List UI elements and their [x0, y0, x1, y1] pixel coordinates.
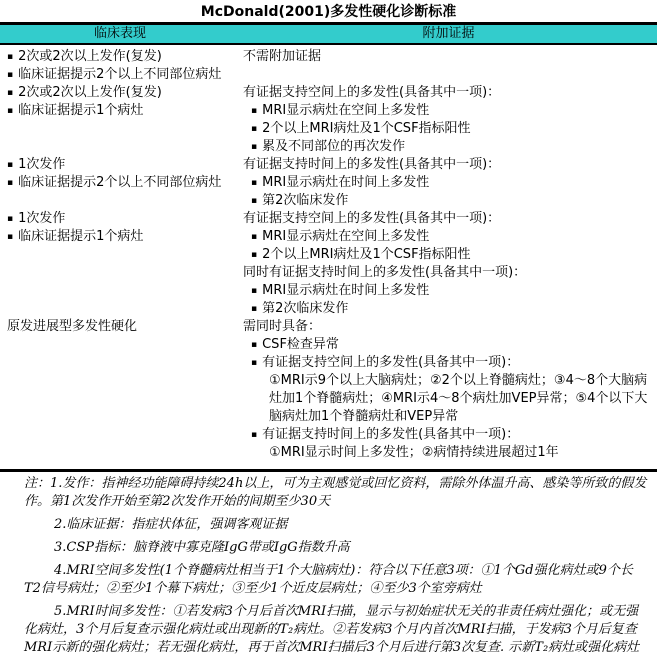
evidence-item: [243, 318, 653, 336]
table-row: [0, 156, 657, 210]
bullet-icon: ▪: [7, 160, 14, 170]
evidence-cell: [240, 48, 657, 84]
bullet-icon: ▪: [7, 178, 14, 188]
column-header-evidence: 附加证据: [422, 26, 475, 41]
bullet-icon: ▪: [251, 340, 258, 350]
clinical-item: [7, 48, 240, 66]
table-body: [0, 45, 657, 466]
evidence-item-text: MRI显示病灶在空间上多发性: [262, 229, 430, 244]
evidence-item-text: 累及不同部位的再次发作: [262, 139, 406, 154]
note-item: 注：1.发作：指神经功能障碍持续24h以上，可为主观感觉或回忆资料，需除外体温升高、感染等所致的假发作。第1次发作开始至第2次发作开始的间期至少30天: [24, 476, 647, 509]
evidence-sublist: [243, 372, 653, 426]
clinical-item-text: 1次发作: [18, 157, 66, 172]
clinical-item-text: 1次发作: [18, 211, 66, 226]
evidence-item-text: 有证据支持空间上的多发性(具备其中一项)：: [243, 85, 501, 100]
bullet-icon: ▪: [7, 52, 14, 62]
clinical-item-text: 2次或2次以上发作(复发): [18, 49, 162, 64]
clinical-item-text: 临床证据提示2个以上不同部位病灶: [18, 175, 222, 190]
bullet-icon: ▪: [251, 304, 258, 314]
evidence-item: [243, 246, 653, 264]
evidence-item-text: ①MRI示9个以上大脑病灶；②2个以上脊髓病灶；③4～8个大脑病灶加1个脊髓病灶；④MRI示4～8个病灶加VEP异常；⑤4个以下大脑病灶加1个脊髓病灶和VEP异常: [269, 373, 648, 424]
clinical-item: [7, 228, 240, 246]
bullet-icon: ▪: [251, 106, 258, 116]
document-title: McDonald(2001)多发性硬化诊断标准: [200, 4, 457, 20]
evidence-item: [243, 210, 653, 228]
evidence-item-text: 有证据支持时间上的多发性(具备其中一项)：: [262, 427, 520, 442]
evidence-item-text: 第2次临床发作: [262, 301, 349, 316]
bullet-icon: ▪: [7, 70, 14, 80]
evidence-item-text: 需同时具备：: [243, 319, 322, 334]
evidence-cell: [240, 210, 657, 318]
table-header-row: [0, 22, 657, 45]
evidence-item: [243, 102, 653, 120]
table-row: [0, 84, 657, 156]
evidence-item: [243, 264, 653, 282]
bullet-icon: ▪: [251, 286, 258, 296]
clinical-item: [7, 210, 240, 228]
note-item: 4.MRI空间多发性(1个脊髓病灶相当于1个大脑病灶)：符合以下任意3项：①1个Gd强化病灶或9个长T2信号病灶；②至少1个幕下病灶；③至少1个近皮层病灶；④至少3个室旁病灶: [24, 563, 633, 596]
evidence-item: [243, 84, 653, 102]
bullet-icon: ▪: [251, 232, 258, 242]
clinical-cell: [0, 156, 240, 210]
clinical-item-text: 临床证据提示1个病灶: [18, 103, 144, 118]
clinical-item-text: 原发进展型多发性硬化: [7, 319, 138, 334]
evidence-item: [243, 192, 653, 210]
clinical-item: [7, 84, 240, 102]
evidence-item-text: CSF检查异常: [262, 337, 339, 352]
column-header-clinical: 临床表现: [93, 26, 146, 41]
evidence-item: [243, 336, 653, 354]
evidence-item-text: ①MRI显示时间上多发性；②病情持续进展超过1年: [269, 445, 559, 460]
note-item: 5.MRI时间多发性：①若发病3个月后首次MRI扫描，显示与初始症状无关的非责任病灶强化；或无强化病灶，3个月后复查示强化病灶或出现新的T₂病灶。②若发病3个月内首次MRI扫描，于发病3个月后复查MRI示新的强化病灶；若无强化病灶，再于首次MRI扫描后3个月后进行第3次复查. 示新T₂病灶或强化病灶: [24, 604, 640, 655]
evidence-item: [243, 354, 653, 372]
bullet-icon: ▪: [251, 196, 258, 206]
clinical-item: [7, 318, 240, 336]
evidence-item-text: 不需附加证据: [243, 49, 322, 64]
clinical-item: [7, 156, 240, 174]
bullet-icon: ▪: [7, 214, 14, 224]
table-row: [0, 48, 657, 84]
clinical-cell: [0, 210, 240, 318]
evidence-cell: [240, 156, 657, 210]
bullet-icon: ▪: [251, 250, 258, 260]
clinical-item: [7, 102, 240, 120]
evidence-cell: [240, 318, 657, 462]
evidence-item: [243, 282, 653, 300]
evidence-item-text: MRI显示病灶在空间上多发性: [262, 103, 430, 118]
clinical-cell: [0, 84, 240, 156]
evidence-item: [243, 138, 653, 156]
evidence-item: [243, 120, 653, 138]
evidence-item-text: 2个以上MRI病灶及1个CSF指标阳性: [262, 247, 471, 262]
notes-section: [0, 469, 657, 657]
table-row: [0, 318, 657, 462]
evidence-item-text: MRI显示病灶在时间上多发性: [262, 175, 430, 190]
note-item: 2.临床证据：指症状体征，强调客观证据: [54, 517, 288, 532]
evidence-item-text: MRI显示病灶在时间上多发性: [262, 283, 430, 298]
bullet-icon: ▪: [7, 106, 14, 116]
table-row: [0, 210, 657, 318]
note-item: 3.CSP指标：脑脊液中寡克隆IgG带或IgG指数升高: [54, 540, 350, 555]
evidence-item-text: 有证据支持时间上的多发性(具备其中一项)：: [243, 157, 501, 172]
evidence-item: [243, 174, 653, 192]
evidence-item: [243, 426, 653, 444]
clinical-item: [7, 174, 240, 192]
clinical-cell: [0, 318, 240, 462]
evidence-sublist: [243, 444, 653, 462]
clinical-item-text: 临床证据提示1个病灶: [18, 229, 144, 244]
bullet-icon: ▪: [251, 178, 258, 188]
evidence-item: [243, 300, 653, 318]
clinical-cell: [0, 48, 240, 84]
evidence-cell: [240, 84, 657, 156]
evidence-item: [243, 156, 653, 174]
bullet-icon: ▪: [7, 88, 14, 98]
evidence-item: [243, 48, 653, 66]
bullet-icon: ▪: [251, 430, 258, 440]
bullet-icon: ▪: [251, 358, 258, 368]
bullet-icon: ▪: [251, 124, 258, 134]
evidence-item-text: 2个以上MRI病灶及1个CSF指标阳性: [262, 121, 471, 136]
clinical-item-text: 2次或2次以上发作(复发): [18, 85, 162, 100]
evidence-item-text: 有证据支持空间上的多发性(具备其中一项)：: [243, 211, 501, 226]
evidence-item-text: 同时有证据支持时间上的多发性(具备其中一项)：: [243, 265, 527, 280]
evidence-item: [243, 228, 653, 246]
evidence-item-text: 第2次临床发作: [262, 193, 349, 208]
bullet-icon: ▪: [7, 232, 14, 242]
clinical-item: [7, 66, 240, 84]
bullet-icon: ▪: [251, 142, 258, 152]
evidence-item-text: 有证据支持空间上的多发性(具备其中一项)：: [262, 355, 520, 370]
clinical-item-text: 临床证据提示2个以上不同部位病灶: [18, 67, 222, 82]
